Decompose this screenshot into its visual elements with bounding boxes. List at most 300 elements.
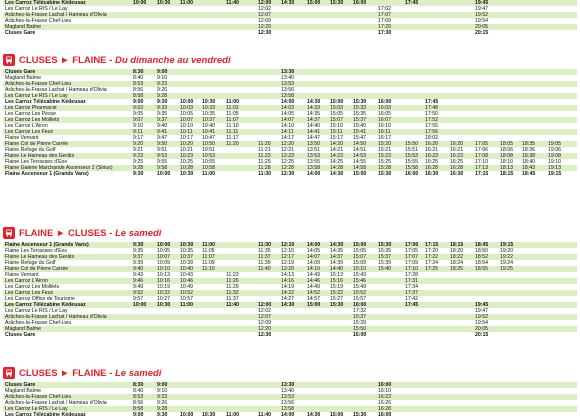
departure-time: 19:15 [500,242,514,248]
table-row [3,412,577,418]
departure-time: 11:40 [226,0,239,6]
departure-time: 10:17 [180,135,193,141]
departure-time: 14:30 [307,99,321,105]
stop-name: Cluses Gare [5,332,36,338]
departure-time: 12:23 [281,153,294,159]
departure-time: 17:30 [378,30,392,36]
timetable-cluses-flaine-saturday [3,382,577,418]
departure-time: 10:47 [202,135,215,141]
departure-time: 18:35 [522,141,535,147]
departure-time: 14:49 [307,284,320,290]
departure-time: 17:20 [378,24,391,30]
departure-time: 12:15 [281,248,294,254]
departure-time: 14:00 [281,99,295,105]
departure-time: 9:50 [157,141,168,147]
departure-time: 14:30 [330,242,344,248]
departure-time: 11:37 [258,254,271,260]
departure-time: 12:00 [258,302,272,308]
departure-time: 14:07 [307,254,320,260]
departure-time: 14:35 [330,248,343,254]
departure-time: 18:54 [475,260,488,266]
section-title [19,368,161,379]
stop-name: Flaine Vernant [5,135,39,141]
departure-time: 15:25 [378,159,391,165]
departure-time: 19:47 [475,308,488,314]
departure-time: 12:20 [258,24,271,30]
stop-name: Les Carroz Le RIS / Le Lay [5,406,68,412]
departure-time: 15:53 [405,153,418,159]
departure-time: 15:00 [353,242,367,248]
departure-time: 16:23 [425,153,438,159]
departure-time: 11:17 [226,135,239,141]
departure-time: 17:10 [475,159,488,165]
departure-time: 9:07 [133,117,144,123]
departure-time: 13:58 [281,93,294,99]
departure-time: 17:10 [405,266,418,272]
departure-time: 17:42 [405,296,418,302]
departure-time: 14:55 [353,159,366,165]
departure-time: 18:10 [500,159,513,165]
departure-time: 9:35 [157,111,168,117]
departure-time: 18:13 [500,165,513,171]
departure-time: 15:55 [405,159,418,165]
stop-name: Flaine Refuge du Golf [5,260,56,266]
departure-time: 19:54 [475,320,488,326]
stop-name: Flaine Les Terrasses d'Éos [5,159,68,165]
departure-time: 17:28 [405,272,418,278]
stop-name: Arâches-la-Frasse Lachat / Hameau d'Olivia [5,87,107,93]
departure-time: 14:11 [281,129,294,135]
departure-time: 9:41 [157,129,168,135]
departure-time: 18:15 [450,242,464,248]
departure-time: 10:39 [180,260,193,266]
departure-time: 12:20 [258,326,271,332]
departure-time: 18:06 [500,147,513,153]
departure-time: 14:30 [281,302,295,308]
stop-name: Les Carroz Le RIS / Le Lay [5,6,68,12]
departure-time: 9:55 [157,159,168,165]
departure-time: 11:20 [258,141,271,147]
departure-time: 19:45 [475,302,489,308]
departure-time: 15:57 [353,296,366,302]
departure-time: 17:05 [475,141,488,147]
departure-time: 14:13 [281,272,294,278]
departure-time: 11:26 [226,278,239,284]
departure-time: 15:30 [378,242,392,248]
departure-time: 14:39 [330,260,343,266]
departure-time: 18:20 [450,248,463,254]
departure-time: 16:28 [378,406,391,412]
departure-time: 10:07 [180,117,193,123]
departure-time: 16:25 [450,159,463,165]
departure-time: 16:20 [450,141,463,147]
departure-time: 11:21 [258,147,271,153]
table-row [3,30,577,36]
departure-time: 17:05 [405,248,418,254]
departure-time: 18:02 [425,135,438,141]
departure-time: 14:28 [330,165,343,171]
departure-time: 9:28 [133,165,144,171]
stop-name: Les Carroz Les Feux [5,129,54,135]
departure-time: 9:39 [133,260,144,266]
departure-time: 19:24 [500,260,513,266]
departure-time: 15:30 [330,0,344,6]
departure-time: 10:46 [180,278,193,284]
departure-time: 8:30 [133,69,144,75]
departure-time: 10:30 [180,242,194,248]
departure-time: 12:02 [258,6,271,12]
departure-time: 9:43 [133,272,144,278]
departure-time: 13:50 [307,141,320,147]
departure-time: 10:33 [202,105,215,111]
departure-time: 9:26 [157,400,168,406]
departure-time: 17:24 [425,260,438,266]
departure-time: 14:17 [281,135,294,141]
departure-time: 10:00 [157,171,171,177]
departure-time: 11:00 [226,412,239,418]
departure-time: 14:10 [307,266,320,272]
departure-time: 13:53 [281,394,294,400]
departure-time: 17:55 [425,123,438,129]
departure-time: 10:55 [202,159,215,165]
departure-time: 15:51 [405,147,418,153]
departure-time: 17:52 [425,117,438,123]
departure-time: 13:30 [281,69,295,75]
departure-time: 14:23 [330,153,343,159]
departure-time: 9:28 [157,406,168,412]
stop-name: Les Carroz Télécabine Kédeusaz [5,302,86,308]
departure-time: 19:54 [475,18,488,24]
departure-time: 9:10 [157,388,168,394]
stop-name: Flaine Galerie Marchande Ascenseur 2 (Sirius) [5,165,113,171]
departure-time: 9:05 [133,111,144,117]
departure-time: 14:51 [353,147,366,153]
departure-time: 10:21 [180,147,193,153]
departure-time: 11:30 [258,242,271,248]
departure-time: 9:23 [157,394,168,400]
departure-time: 11:09 [202,260,215,266]
stop-name: Flaine Vernant [5,272,39,278]
departure-time: 9:49 [133,284,144,290]
departure-time: 9:17 [133,135,144,141]
departure-time: 10:25 [180,159,193,165]
stop-name: Arâches-la-Frasse Chef-Lieu [5,81,72,87]
departure-time: 14:57 [307,296,320,302]
departure-time: 11:10 [202,266,215,272]
departure-time: 9:25 [133,159,144,165]
stop-name: Magland Balme [5,326,42,332]
departure-time: 10:09 [157,260,170,266]
departure-time: 12:30 [258,30,272,36]
departure-time: 16:00 [405,171,419,177]
departure-time: 11:11 [226,129,239,135]
departure-time: 13:51 [307,147,320,153]
departure-time: 10:49 [180,284,193,290]
departure-time: 14:07 [281,117,294,123]
departure-time: 14:46 [307,278,320,284]
stop-name: Magland Balme [5,388,42,394]
departure-time: 10:41 [202,129,215,135]
departure-time: 11:40 [258,412,271,418]
departure-time: 9:03 [133,105,144,111]
departure-time: 15:00 [330,412,344,418]
departure-time: 15:05 [330,111,343,117]
stop-name: Cluses Gare [5,382,36,388]
service-days: - Du dimanche au vendredi [106,54,231,66]
table-row [3,332,577,338]
departure-time: 10:35 [202,111,215,117]
departure-time: 18:05 [500,141,513,147]
departure-time: 15:07 [330,117,343,123]
departure-time: 19:10 [548,159,561,165]
departure-time: 8:56 [133,87,144,93]
departure-time: 17:45 [405,0,419,6]
departure-time: 19:08 [548,153,561,159]
stop-name: Arâches-la-Frasse Chef-Lieu [5,18,72,24]
departure-time: 9:30 [133,171,144,177]
departure-time: 15:17 [330,135,343,141]
departure-time: 10:37 [202,117,215,123]
departure-time: 16:10 [378,123,391,129]
departure-time: 8:56 [133,400,144,406]
departure-time: 10:35 [180,248,193,254]
departure-time: 14:33 [307,105,320,111]
departure-time: 15:33 [353,105,366,111]
departure-time: 9:51 [157,147,168,153]
departure-time: 15:28 [378,165,391,171]
departure-time: 10:53 [202,153,215,159]
departure-time: 9:10 [157,75,168,81]
departure-time: 15:39 [378,260,391,266]
departure-time: 9:40 [157,123,168,129]
departure-time: 11:07 [226,117,239,123]
departure-time: 8:40 [133,388,144,394]
departure-time: 16:23 [450,153,463,159]
departure-time: 9:30 [133,242,144,248]
departure-time: 10:37 [180,254,193,260]
departure-time: 15:23 [378,153,391,159]
stop-name: Les Carroz Télécabine Kédeusaz [5,99,86,105]
stop-name: Flaine Refuge du Golf [5,147,56,153]
departure-time: 9:47 [157,135,168,141]
departure-time: 11:30 [258,171,271,177]
departure-time: 17:07 [378,12,391,18]
departure-time: 11:05 [226,111,239,117]
departure-time: 9:00 [133,412,144,418]
departure-time: 13:53 [281,81,294,87]
departure-time: 12:28 [281,165,294,171]
departure-time: 12:17 [281,254,294,260]
departure-time: 17:20 [425,248,438,254]
departure-time: 10:05 [157,248,170,254]
departure-time: 15:35 [378,248,391,254]
departure-time: 17:34 [405,284,418,290]
stop-name: Arâches-la-Frasse Chef-Lieu [5,394,72,400]
departure-time: 15:22 [330,290,343,296]
departure-time: 18:40 [522,159,535,165]
departure-time: 14:43 [307,272,320,278]
table-row [3,171,577,177]
departure-time: 16:11 [378,129,391,135]
bus-icon [3,54,15,66]
departure-time: 15:46 [353,278,366,284]
departure-time: 13:58 [281,406,294,412]
departure-time: 13:30 [281,382,295,388]
departure-time: 17:37 [405,290,418,296]
departure-time: 17:08 [475,153,488,159]
departure-time: 14:30 [330,171,344,177]
stop-name: Les Carroz Les Molliets [5,117,60,123]
departure-time: 12:21 [281,147,294,153]
departure-time: 8:58 [133,93,144,99]
departure-time: 14:35 [307,111,320,117]
departure-time: 12:09 [258,320,271,326]
departure-time: 12:30 [258,332,272,338]
stop-name: Arâches-la-Frasse Chef-Lieu [5,320,72,326]
departure-time: 18:08 [500,153,513,159]
departure-time: 19:22 [500,254,513,260]
departure-time: 16:00 [378,382,392,388]
departure-time: 10:10 [157,266,170,272]
departure-time: 14:03 [281,105,294,111]
departure-time: 18:52 [475,254,488,260]
departure-time: 18:36 [522,147,535,153]
departure-time: 10:05 [180,111,193,117]
departure-time: 9:53 [157,153,168,159]
departure-time: 16:00 [378,412,392,418]
departure-time: 9:11 [133,129,143,135]
stop-name: Les Carroz Office de Tourisme [5,296,75,302]
departure-time: 19:13 [548,165,561,171]
departure-time: 8:30 [133,382,144,388]
departure-time: 17:00 [405,242,419,248]
departure-time: 9:23 [133,153,144,159]
departure-time: 15:30 [353,412,367,418]
departure-time: 14:27 [281,296,294,302]
timetable-flaine-cluses-top [3,0,577,36]
departure-time: 15:52 [353,290,366,296]
departure-time: 15:41 [353,129,366,135]
departure-time: 17:32 [353,308,366,314]
departure-time: 11:37 [226,296,239,302]
departure-time: 10:40 [202,123,215,129]
departure-time: 12:00 [258,0,272,6]
service-days: - Le samedi [106,227,162,239]
departure-time: 14:30 [307,412,321,418]
departure-time: 9:46 [133,278,144,284]
departure-time: 14:47 [307,135,320,141]
departure-time: 16:25 [425,159,438,165]
departure-time: 14:00 [281,412,295,418]
departure-time: 15:39 [353,320,366,326]
departure-time: 12:30 [281,171,295,177]
departure-time: 15:10 [330,123,343,129]
stop-name: Les Carroz Télécabine Kédeusaz [5,412,86,418]
departure-time: 17:15 [425,242,439,248]
service-days: - Le samedi [106,367,162,379]
departure-time: 10:28 [180,165,193,171]
departure-time: 10:03 [180,105,193,111]
departure-time: 17:56 [425,129,438,135]
departure-time: 12:07 [258,12,271,18]
departure-time: 19:52 [475,314,488,320]
departure-time: 10:30 [202,99,216,105]
departure-time: 10:30 [202,412,216,418]
departure-time: 15:30 [378,171,392,177]
departure-time: 18:55 [475,266,488,272]
departure-time: 12:09 [258,18,271,24]
stop-name: Flaine Col de Pierre Carrée [5,266,69,272]
stop-name: Les Carroz Pharmacie [5,105,57,111]
departure-time: 13:40 [281,75,294,81]
departure-time: 16:03 [378,105,391,111]
departure-time: 15:13 [330,272,343,278]
departure-time: 15:10 [353,266,366,272]
departure-time: 14:37 [307,117,320,123]
departure-time: 19:45 [475,0,489,6]
section-header [3,366,161,380]
stop-name: Les Carroz Les Molliets [5,284,60,290]
departure-time: 14:00 [307,242,321,248]
departure-time: 14:16 [281,278,294,284]
departure-time: 10:00 [180,412,194,418]
stop-name: Arâches-la-Frasse Lachat / Hameau d'Olivia [5,12,107,18]
departure-time: 18:43 [522,165,535,171]
departure-time: 10:10 [180,123,193,129]
departure-time: 13:58 [307,165,320,171]
departure-time: 11:40 [258,266,271,272]
departure-time: 9:00 [157,69,168,75]
departure-time: 16:23 [378,394,391,400]
departure-time: 9:21 [133,147,144,153]
stop-name: Les Carroz L'Airon [5,278,48,284]
departure-time: 17:45 [425,99,439,105]
departure-time: 12:25 [281,159,294,165]
departure-time: 13:56 [281,87,294,93]
departure-time: 14:40 [307,123,320,129]
departure-time: 14:41 [307,129,320,135]
departure-time: 11:23 [258,153,271,159]
departure-time: 16:21 [450,147,463,153]
departure-time: 13:53 [307,153,320,159]
route-direction: CLUSES ► FLAINE [19,367,107,379]
departure-time: 10:00 [133,0,147,6]
section-title [19,55,231,66]
departure-time: 16:26 [378,400,391,406]
departure-time: 10:22 [157,290,170,296]
departure-time: 12:10 [281,242,295,248]
departure-time: 11:00 [202,171,215,177]
departure-time: 11:00 [226,99,239,105]
departure-time: 9:40 [133,266,144,272]
departure-time: 8:53 [133,81,144,87]
departure-time: 15:07 [353,254,366,260]
departure-time: 16:30 [450,171,464,177]
stop-name: Flaine Col de Pierre Carrée [5,141,69,147]
departure-time: 17:48 [425,105,438,111]
stop-name: Cluses Gare [5,30,36,36]
departure-time: 14:05 [307,248,320,254]
departure-time: 14:22 [281,290,294,296]
route-direction: FLAINE ► CLUSES [19,227,107,239]
departure-time: 10:11 [180,129,193,135]
departure-time: 9:00 [157,382,168,388]
departure-time: 11:05 [202,248,215,254]
departure-time: 14:40 [330,266,343,272]
departure-time: 13:55 [307,159,320,165]
stop-name: Arâches-la-Frasse Lachat / Hameau d'Olivia [5,314,107,320]
departure-time: 20:15 [475,30,489,36]
